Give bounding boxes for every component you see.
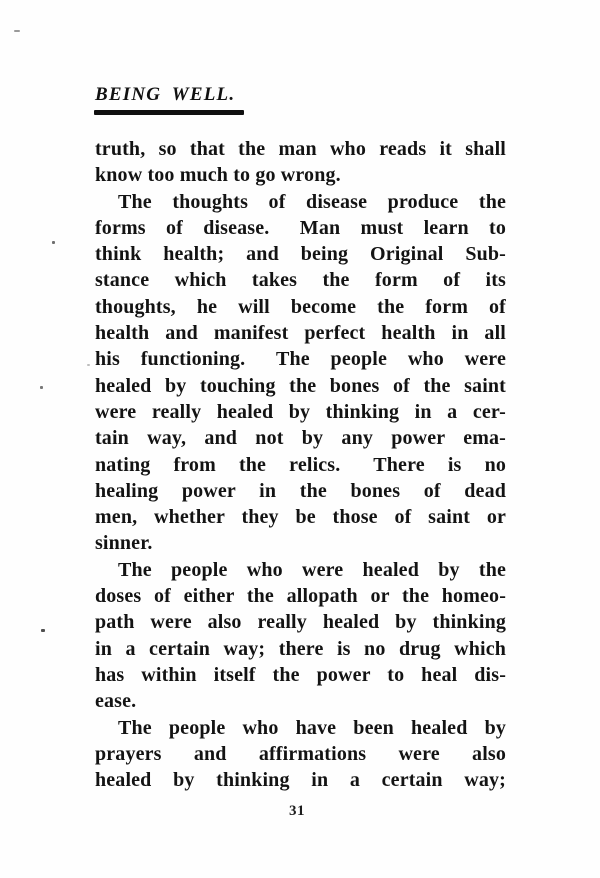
text-line: nating from the relics. There is no bbox=[95, 453, 506, 476]
text-line: men, whether they be those of saint or bbox=[95, 506, 506, 529]
scan-speck bbox=[52, 241, 55, 244]
paragraph bbox=[95, 715, 506, 794]
text-line: health and manifest perfect health in all bbox=[95, 322, 506, 345]
text-line: healed by touching the bones of the saint bbox=[95, 374, 506, 397]
text-line: The people who were healed by the bbox=[118, 558, 506, 581]
text-line: tain way, and not by any power ema- bbox=[95, 427, 506, 450]
paragraph bbox=[95, 136, 506, 189]
text-line: prayers and affirmations were also bbox=[95, 742, 506, 765]
text-line: healed by thinking in a certain way; bbox=[95, 769, 506, 792]
text-line: thoughts, he will become the form of bbox=[95, 295, 506, 318]
text-line: The people who have been healed by bbox=[118, 716, 506, 739]
text-line: his functioning. The people who were bbox=[95, 348, 506, 371]
text-line: were really healed by thinking in a cer- bbox=[95, 400, 506, 423]
text-line: stance which takes the form of its bbox=[95, 269, 506, 292]
page-number: 31 bbox=[289, 803, 305, 819]
text-line: The thoughts of disease produce the bbox=[118, 190, 506, 213]
scan-speck bbox=[87, 364, 90, 366]
text-line: doses of either the allopath or the homeo- bbox=[95, 585, 506, 608]
text-line: truth, so that the man who reads it shall bbox=[95, 138, 506, 160]
text-line: know too much to go wrong. bbox=[95, 164, 341, 187]
text-line: forms of disease. Man must learn to bbox=[95, 216, 506, 239]
scan-speck bbox=[14, 30, 20, 32]
running-header: BEING WELL. bbox=[95, 84, 236, 105]
text-line: think health; and being Original Sub- bbox=[95, 243, 506, 266]
scan-speck bbox=[41, 629, 45, 632]
text-line: sinner. bbox=[95, 532, 153, 555]
paragraph bbox=[95, 557, 506, 715]
text-line: in a certain way; there is no drug which bbox=[95, 637, 506, 660]
text-line: has within itself the power to heal dis- bbox=[95, 663, 506, 686]
header-rule bbox=[94, 110, 244, 115]
text-line: ease. bbox=[95, 690, 137, 713]
text-line: healing power in the bones of dead bbox=[95, 479, 506, 502]
paragraph bbox=[95, 189, 506, 557]
scan-speck bbox=[40, 386, 43, 389]
body-text bbox=[95, 136, 506, 793]
text-line: path were also really healed by thinking bbox=[95, 611, 506, 634]
